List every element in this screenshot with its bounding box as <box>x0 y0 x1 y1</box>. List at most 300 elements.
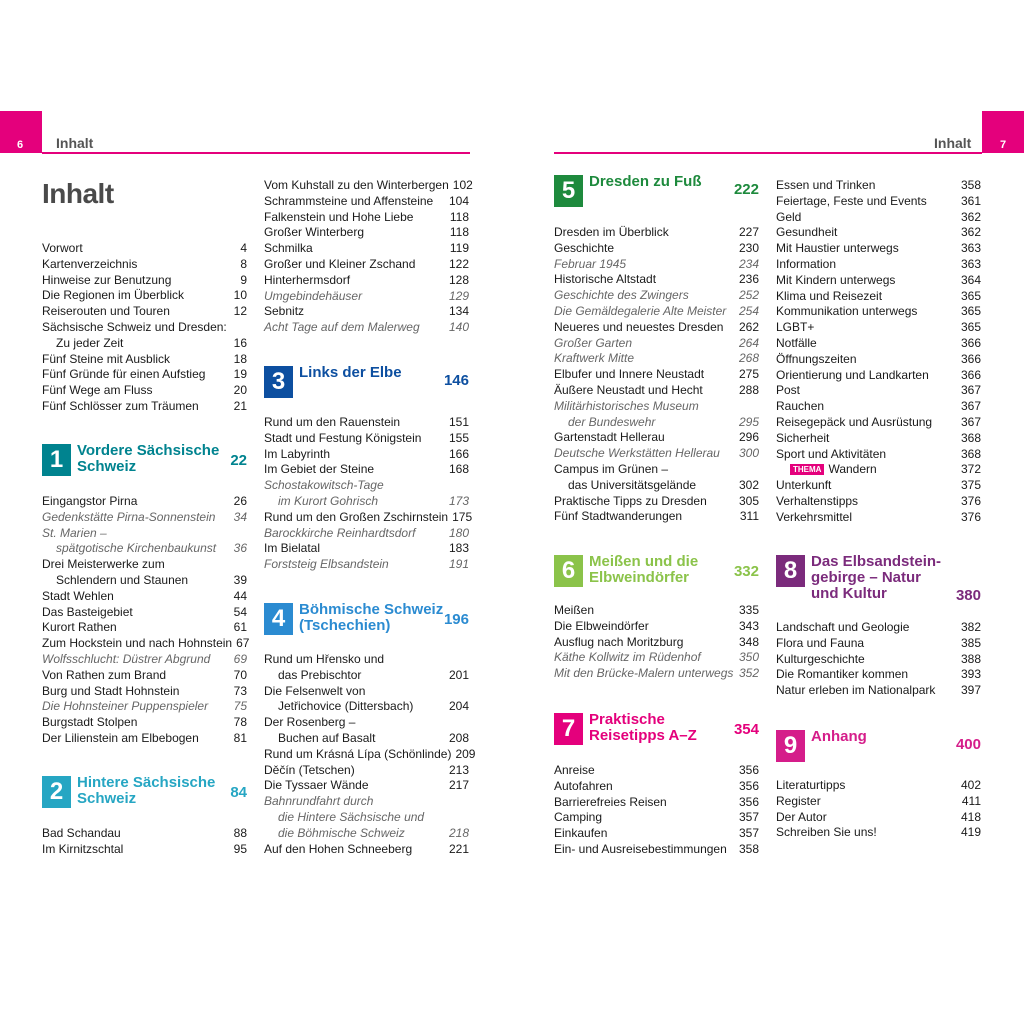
toc-entry-page: 213 <box>448 762 469 777</box>
toc-entry-page: 365 <box>960 288 981 303</box>
toc-entry-page: 275 <box>738 367 759 382</box>
toc-entry <box>554 430 759 446</box>
section-number-box: 6 <box>554 555 583 587</box>
toc-entry <box>554 367 759 383</box>
toc-entry <box>42 731 247 747</box>
toc-entry <box>42 494 247 510</box>
toc-entry <box>554 810 759 826</box>
toc-entry-title: Forststeig Elbsandstein <box>264 557 389 572</box>
toc-entry <box>776 415 981 431</box>
toc-entry <box>264 509 473 526</box>
section-heading-8 <box>776 555 981 602</box>
toc-entry-page: 376 <box>960 494 981 509</box>
toc-entry-page: 201 <box>448 667 469 682</box>
toc-entry-title: Ein- und Ausreisebestimmungen <box>554 841 727 856</box>
toc-entry <box>776 510 981 526</box>
toc-entry-title: Die Felsenwelt von <box>264 683 366 698</box>
toc-entry-page: 9 <box>240 272 247 287</box>
toc-entry-title: Die Elbweindörfer <box>554 618 649 633</box>
section-page-number: 196 <box>443 611 469 628</box>
toc-entry-page: 173 <box>448 493 469 508</box>
toc-entry-page: 295 <box>738 414 759 429</box>
toc-entry-page: 288 <box>738 382 759 397</box>
toc-entry <box>776 336 981 352</box>
toc-entry-title: Sport und Aktivitäten <box>776 446 887 461</box>
toc-entry-page: 368 <box>960 446 981 461</box>
toc-list-intro <box>42 241 247 415</box>
section-title: Vordere Sächsische Schweiz <box>77 442 220 475</box>
toc-entry-title: Fünf Schlösser zum Träumen <box>42 398 199 413</box>
toc-entry <box>776 447 981 463</box>
toc-entry <box>42 320 247 336</box>
toc-entry-title: Gedenkstätte Pirna-Sonnenstein <box>42 509 216 524</box>
section-title: Böhmische Schweiz (Tschechien) <box>299 601 444 634</box>
toc-entry-page: 21 <box>233 398 247 413</box>
toc-entry <box>776 494 981 510</box>
toc-entry <box>776 352 981 368</box>
toc-entry-page: 357 <box>738 810 759 825</box>
toc-entry <box>42 699 247 715</box>
toc-entry <box>776 289 981 305</box>
toc-entry-title: Elbufer und Innere Neustadt <box>554 367 705 382</box>
toc-entry-page: 134 <box>448 304 469 319</box>
toc-entry <box>554 446 759 462</box>
toc-list-section-2-continued <box>264 178 473 336</box>
toc-entry <box>42 605 247 621</box>
toc-entry-title: Autofahren <box>554 778 613 793</box>
toc-entry-title: Sächsische Schweiz und Dresden: <box>42 319 227 334</box>
toc-entry-page: 12 <box>233 304 247 319</box>
toc-entry <box>776 273 981 289</box>
toc-entry-title: Käthe Kollwitz im Rüdenhof <box>554 650 701 665</box>
toc-entry-title: das Prebischtor <box>278 667 362 682</box>
toc-entry-page: 364 <box>960 272 981 287</box>
section-title: Dresden zu Fuß <box>589 173 702 190</box>
toc-entry <box>776 652 981 668</box>
toc-entry-title: Die Tyssaer Wände <box>264 778 369 793</box>
toc-entry-page: 300 <box>738 446 759 461</box>
toc-entry-title: St. Marien – <box>42 525 107 540</box>
toc-entry <box>42 352 247 368</box>
toc-entry-title: Verkehrsmittel <box>776 509 853 524</box>
toc-entry-page: 119 <box>449 241 469 256</box>
toc-entry-title: Großer Garten <box>554 335 633 350</box>
toc-entry-page <box>243 320 247 336</box>
toc-entry-title: Stadt und Festung Königstein <box>264 430 422 445</box>
toc-entry-title: Vom Kuhstall zu den Winterbergen <box>264 178 449 192</box>
toc-entry-title: Kartenverzeichnis <box>42 256 138 271</box>
toc-entry-page: 36 <box>233 541 247 556</box>
toc-entry-page: 4 <box>240 241 247 255</box>
toc-entry <box>554 478 759 494</box>
toc-entry <box>776 194 981 210</box>
toc-entry <box>776 304 981 320</box>
toc-entry <box>264 304 469 320</box>
toc-entry <box>42 526 247 542</box>
section-heading-4 <box>264 603 469 635</box>
toc-entry-page: 356 <box>738 778 759 793</box>
toc-entry-page <box>465 652 469 668</box>
toc-entry-page: 305 <box>738 493 759 508</box>
toc-list-section-9 <box>776 778 981 841</box>
toc-entry-page: 54 <box>233 604 247 619</box>
toc-entry-page: 67 <box>236 636 250 651</box>
toc-entry-title: Landschaft und Geologie <box>776 620 910 634</box>
toc-entry-page: 363 <box>960 256 981 271</box>
toc-entry <box>42 573 247 589</box>
toc-entry-page <box>465 715 469 731</box>
toc-entry-title: Mit Kindern unterwegs <box>776 272 896 287</box>
toc-entry <box>264 225 469 241</box>
page-title: Inhalt <box>42 178 114 209</box>
toc-entry-page: 180 <box>448 525 469 540</box>
toc-entry <box>554 635 759 651</box>
toc-entry <box>776 825 981 841</box>
toc-list-section-7 <box>554 763 759 858</box>
toc-entry-title: Literaturtipps <box>776 778 846 792</box>
toc-entry-title: Fünf Gründe für einen Aufstieg <box>42 367 206 382</box>
toc-entry <box>776 462 981 478</box>
toc-entry-page: 19 <box>233 367 247 382</box>
toc-entry <box>554 415 759 431</box>
toc-entry <box>42 541 247 557</box>
toc-entry-title: Im Gebiet der Steine <box>264 462 375 477</box>
toc-entry-title: Kommunikation unterwegs <box>776 304 918 319</box>
toc-entry-page: 140 <box>448 320 469 335</box>
toc-entry-title: Burgstadt Stolpen <box>42 715 138 730</box>
toc-entry-page: 368 <box>960 430 981 445</box>
toc-entry-title: Information <box>776 256 837 271</box>
toc-entry-page: 372 <box>960 462 981 477</box>
toc-entry-title: Notfälle <box>776 335 817 350</box>
running-header-left: Inhalt <box>56 135 94 151</box>
toc-entry-page: 155 <box>448 430 469 445</box>
toc-entry-page: 264 <box>738 335 759 350</box>
toc-entry-title: Deutsche Werkstätten Hellerau <box>554 446 720 461</box>
toc-entry <box>42 257 247 273</box>
toc-entry-page: 335 <box>738 603 759 617</box>
toc-entry <box>264 763 469 779</box>
toc-entry-title: Hinterhermsdorf <box>264 272 351 287</box>
toc-entry <box>42 383 247 399</box>
toc-entry-title: Im Labyrinth <box>264 446 331 461</box>
toc-entry-page: 95 <box>233 841 247 856</box>
toc-entry-page: 302 <box>738 477 759 492</box>
toc-entry-page: 8 <box>240 256 247 271</box>
toc-entry <box>554 241 759 257</box>
toc-entry-title: Der Lilienstein am Elbebogen <box>42 730 199 745</box>
section-title: Hintere Sächsische Schweiz <box>77 774 216 807</box>
toc-entry-page <box>755 462 759 478</box>
toc-entry <box>776 210 981 226</box>
toc-entry-page: 365 <box>960 320 981 335</box>
toc-entry <box>554 462 759 478</box>
toc-entry-title: der Bundeswehr <box>568 414 656 429</box>
toc-entry-title: Barockkirche Reinhardtsdorf <box>264 525 416 540</box>
toc-entry-page: 252 <box>738 288 759 303</box>
toc-entry-page: 385 <box>960 635 981 650</box>
toc-list-section-2 <box>42 826 247 858</box>
section-heading-6 <box>554 555 759 587</box>
toc-entry <box>42 288 247 304</box>
toc-entry-page: 218 <box>448 825 469 840</box>
toc-entry-title: Campus im Grünen – <box>554 461 669 476</box>
toc-entry <box>42 684 247 700</box>
section-page-number: 222 <box>733 181 759 198</box>
toc-entry <box>264 541 469 557</box>
toc-entry <box>264 826 469 842</box>
toc-entry <box>554 795 759 811</box>
toc-entry-title: Neueres und neuestes Dresden <box>554 319 724 334</box>
toc-entry-page: 234 <box>738 256 759 271</box>
toc-entry <box>554 257 759 273</box>
toc-entry-page <box>755 399 759 415</box>
toc-entry-page: 367 <box>960 383 981 398</box>
section-title: Anhang <box>811 728 867 745</box>
toc-entry-title: Rund um den Großen Zschirnstein <box>264 509 449 524</box>
toc-entry-title: Sebnitz <box>264 304 305 319</box>
section-heading-1 <box>42 444 247 476</box>
toc-entry-title: Buchen auf Basalt <box>278 730 376 745</box>
toc-entry-title: Ausflug nach Moritzburg <box>554 634 684 649</box>
toc-entry <box>264 178 473 194</box>
toc-entry <box>776 683 981 699</box>
toc-entry <box>776 810 981 826</box>
toc-entry <box>554 225 759 241</box>
toc-entry-title: Die Romantiker kommen <box>776 667 909 682</box>
toc-entry-title: Gesundheit <box>776 225 838 240</box>
toc-entry-page: 230 <box>738 240 759 255</box>
toc-entry-page: 411 <box>961 793 981 808</box>
toc-entry-page: 358 <box>738 841 759 856</box>
toc-entry <box>264 478 469 494</box>
toc-entry <box>264 289 469 305</box>
toc-entry-title: Post <box>776 383 801 398</box>
section-number-box: 7 <box>554 713 583 745</box>
toc-entry-title: Acht Tage auf dem Malerweg <box>264 320 420 335</box>
toc-entry-page: 73 <box>233 683 247 698</box>
section-heading-2 <box>42 776 247 808</box>
toc-entry-title: Hinweise zur Benutzung <box>42 272 172 287</box>
toc-entry-page: 393 <box>960 667 981 682</box>
toc-entry <box>776 241 981 257</box>
toc-entry <box>264 842 469 858</box>
toc-entry-page: 81 <box>233 730 247 745</box>
running-header-right: Inhalt <box>934 135 972 151</box>
page-number-left: 6 <box>17 139 24 151</box>
toc-entry-title: Die Hohnsteiner Puppenspieler <box>42 699 209 714</box>
section-title: Praktische Reisetipps A–Z <box>589 711 697 744</box>
toc-entry-page: 227 <box>738 225 759 239</box>
toc-entry-title: Schlendern und Staunen <box>56 572 189 587</box>
toc-entry <box>776 636 981 652</box>
toc-entry <box>42 668 247 684</box>
toc-entry-title: Im Bielatal <box>264 541 321 556</box>
toc-entry-page: 122 <box>448 256 469 271</box>
toc-entry-title: Reiserouten und Touren <box>42 304 170 319</box>
toc-entry-title: LGBT+ <box>776 320 815 335</box>
toc-entry <box>264 668 469 684</box>
toc-entry-title: Der Autor <box>776 809 827 824</box>
toc-entry-page: 352 <box>738 666 759 681</box>
toc-entry-page: 350 <box>738 650 759 665</box>
section-number-box: 5 <box>554 175 583 207</box>
toc-entry <box>264 810 469 826</box>
toc-entry-title: Děčín (Tetschen) <box>264 762 355 777</box>
section-number-box: 1 <box>42 444 71 476</box>
toc-list-section-7-continued <box>776 178 981 526</box>
toc-entry-page: 75 <box>233 699 247 714</box>
toc-entry <box>264 794 469 810</box>
section-title: Meißen und die Elbweindörfer <box>589 553 699 586</box>
toc-entry-page: 221 <box>448 841 469 856</box>
toc-entry <box>264 273 469 289</box>
toc-entry-page: 362 <box>960 225 981 240</box>
toc-entry-page: 26 <box>233 494 247 508</box>
toc-entry <box>264 431 469 447</box>
toc-entry <box>264 652 469 668</box>
toc-entry-page: 191 <box>448 557 469 572</box>
toc-entry-page: 166 <box>448 446 469 461</box>
toc-entry-title: Vorwort <box>42 241 83 255</box>
toc-entry-title: Schreiben Sie uns! <box>776 825 877 840</box>
toc-entry <box>776 478 981 494</box>
toc-entry-page: 365 <box>960 304 981 319</box>
toc-entry <box>42 557 247 573</box>
toc-entry-page: 356 <box>738 794 759 809</box>
toc-entry <box>554 509 759 525</box>
toc-entry <box>42 367 247 383</box>
toc-entry-page: 382 <box>960 620 981 634</box>
toc-entry-title: Barrierefreies Reisen <box>554 794 667 809</box>
toc-entry-page: 418 <box>960 809 981 824</box>
toc-entry-title: Fünf Steine mit Ausblick <box>42 351 171 366</box>
section-title: Das Elbsandstein- gebirge – Natur und Kultur <box>811 553 942 602</box>
toc-entry-page: 348 <box>738 634 759 649</box>
toc-entry-title: Mit den Brücke-Malern unterwegs <box>554 666 734 681</box>
toc-entry-page: 88 <box>233 826 247 840</box>
section-heading-9 <box>776 730 981 762</box>
toc-entry <box>264 257 469 273</box>
toc-entry <box>554 494 759 510</box>
toc-entry-title: Zu jeder Zeit <box>56 335 124 350</box>
toc-entry-page: 363 <box>960 241 981 256</box>
toc-entry <box>554 842 759 858</box>
toc-entry-page: 254 <box>738 303 759 318</box>
toc-entry-title: Praktische Tipps zu Dresden <box>554 493 707 508</box>
toc-entry-page: 78 <box>233 715 247 730</box>
toc-entry-title: das Universitätsgelände <box>568 477 697 492</box>
toc-entry-page: 376 <box>960 509 981 524</box>
toc-entry <box>42 241 247 257</box>
toc-list-section-4 <box>264 652 476 857</box>
toc-entry-title: Von Rathen zum Brand <box>42 667 167 682</box>
toc-entry-page: 367 <box>960 399 981 414</box>
toc-entry-title: Register <box>776 793 821 808</box>
toc-entry <box>554 650 759 666</box>
toc-entry-page: 183 <box>448 541 469 556</box>
toc-entry-title: Drei Meisterwerke zum <box>42 557 165 572</box>
toc-list-section-5 <box>554 225 759 525</box>
toc-entry <box>42 652 247 668</box>
toc-entry <box>554 619 759 635</box>
section-heading-5 <box>554 175 759 207</box>
toc-entry <box>554 399 759 415</box>
toc-entry <box>776 368 981 384</box>
section-number-box: 4 <box>264 603 293 635</box>
toc-entry <box>264 699 469 715</box>
toc-entry-title: Essen und Trinken <box>776 178 876 192</box>
toc-entry-title: spätgotische Kirchenbaukunst <box>56 541 217 556</box>
toc-entry-title: Öffnungszeiten <box>776 351 857 366</box>
toc-entry-page: 361 <box>960 193 981 208</box>
toc-entry <box>264 746 476 763</box>
toc-entry-title: Rund um Hřensko und <box>264 652 385 666</box>
toc-entry-title: Rauchen <box>776 399 825 414</box>
thema-badge: THEMA <box>790 464 824 475</box>
toc-entry <box>264 415 469 431</box>
toc-entry-title: Großer und Kleiner Zschand <box>264 256 416 271</box>
toc-entry <box>264 447 469 463</box>
toc-entry-page: 375 <box>960 478 981 493</box>
toc-entry-page: 262 <box>738 319 759 334</box>
toc-entry-page <box>243 526 247 542</box>
toc-entry-title: Februar 1945 <box>554 256 627 271</box>
toc-entry-page: 419 <box>960 825 981 840</box>
toc-entry-page: 61 <box>233 620 247 635</box>
toc-entry-page: 366 <box>960 351 981 366</box>
toc-entry <box>42 273 247 289</box>
toc-entry-page: 366 <box>960 335 981 350</box>
toc-list-section-8 <box>776 620 981 699</box>
toc-entry-title: Gartenstadt Hellerau <box>554 430 665 445</box>
section-page-number: 84 <box>230 784 247 801</box>
toc-list-section-3 <box>264 415 473 573</box>
toc-entry-page: 357 <box>738 826 759 841</box>
toc-entry <box>42 589 247 605</box>
toc-entry <box>554 826 759 842</box>
toc-entry <box>554 351 759 367</box>
toc-entry <box>264 557 469 573</box>
toc-entry-title: Flora und Fauna <box>776 635 865 650</box>
toc-entry-title: Wolfsschlucht: Düstrer Abgrund <box>42 651 211 666</box>
section-page-number: 380 <box>955 587 981 604</box>
toc-entry-page: 362 <box>960 209 981 224</box>
toc-entry-page: 129 <box>448 288 469 303</box>
toc-entry <box>42 304 247 320</box>
section-page-number: 400 <box>955 736 981 753</box>
toc-entry <box>264 715 469 731</box>
toc-entry-title: die Hintere Sächsische und <box>278 809 425 824</box>
toc-entry <box>554 763 759 779</box>
toc-entry-page: 118 <box>449 209 469 224</box>
toc-entry <box>776 320 981 336</box>
toc-entry-page: 10 <box>233 288 247 303</box>
toc-entry-page: 343 <box>738 618 759 633</box>
toc-entry-title: Geschichte <box>554 240 615 255</box>
toc-entry-title: Schrammsteine und Affensteine <box>264 193 434 208</box>
toc-entry <box>554 336 759 352</box>
toc-entry <box>42 636 250 652</box>
toc-entry <box>264 526 469 542</box>
toc-entry <box>554 666 759 682</box>
section-page-number: 354 <box>733 721 759 738</box>
toc-entry-title: Camping <box>554 810 603 825</box>
toc-entry-title: Schmilka <box>264 241 313 256</box>
toc-entry-title: Fünf Stadtwanderungen <box>554 509 683 524</box>
toc-entry-page: 311 <box>739 509 759 524</box>
toc-entry <box>264 731 469 747</box>
